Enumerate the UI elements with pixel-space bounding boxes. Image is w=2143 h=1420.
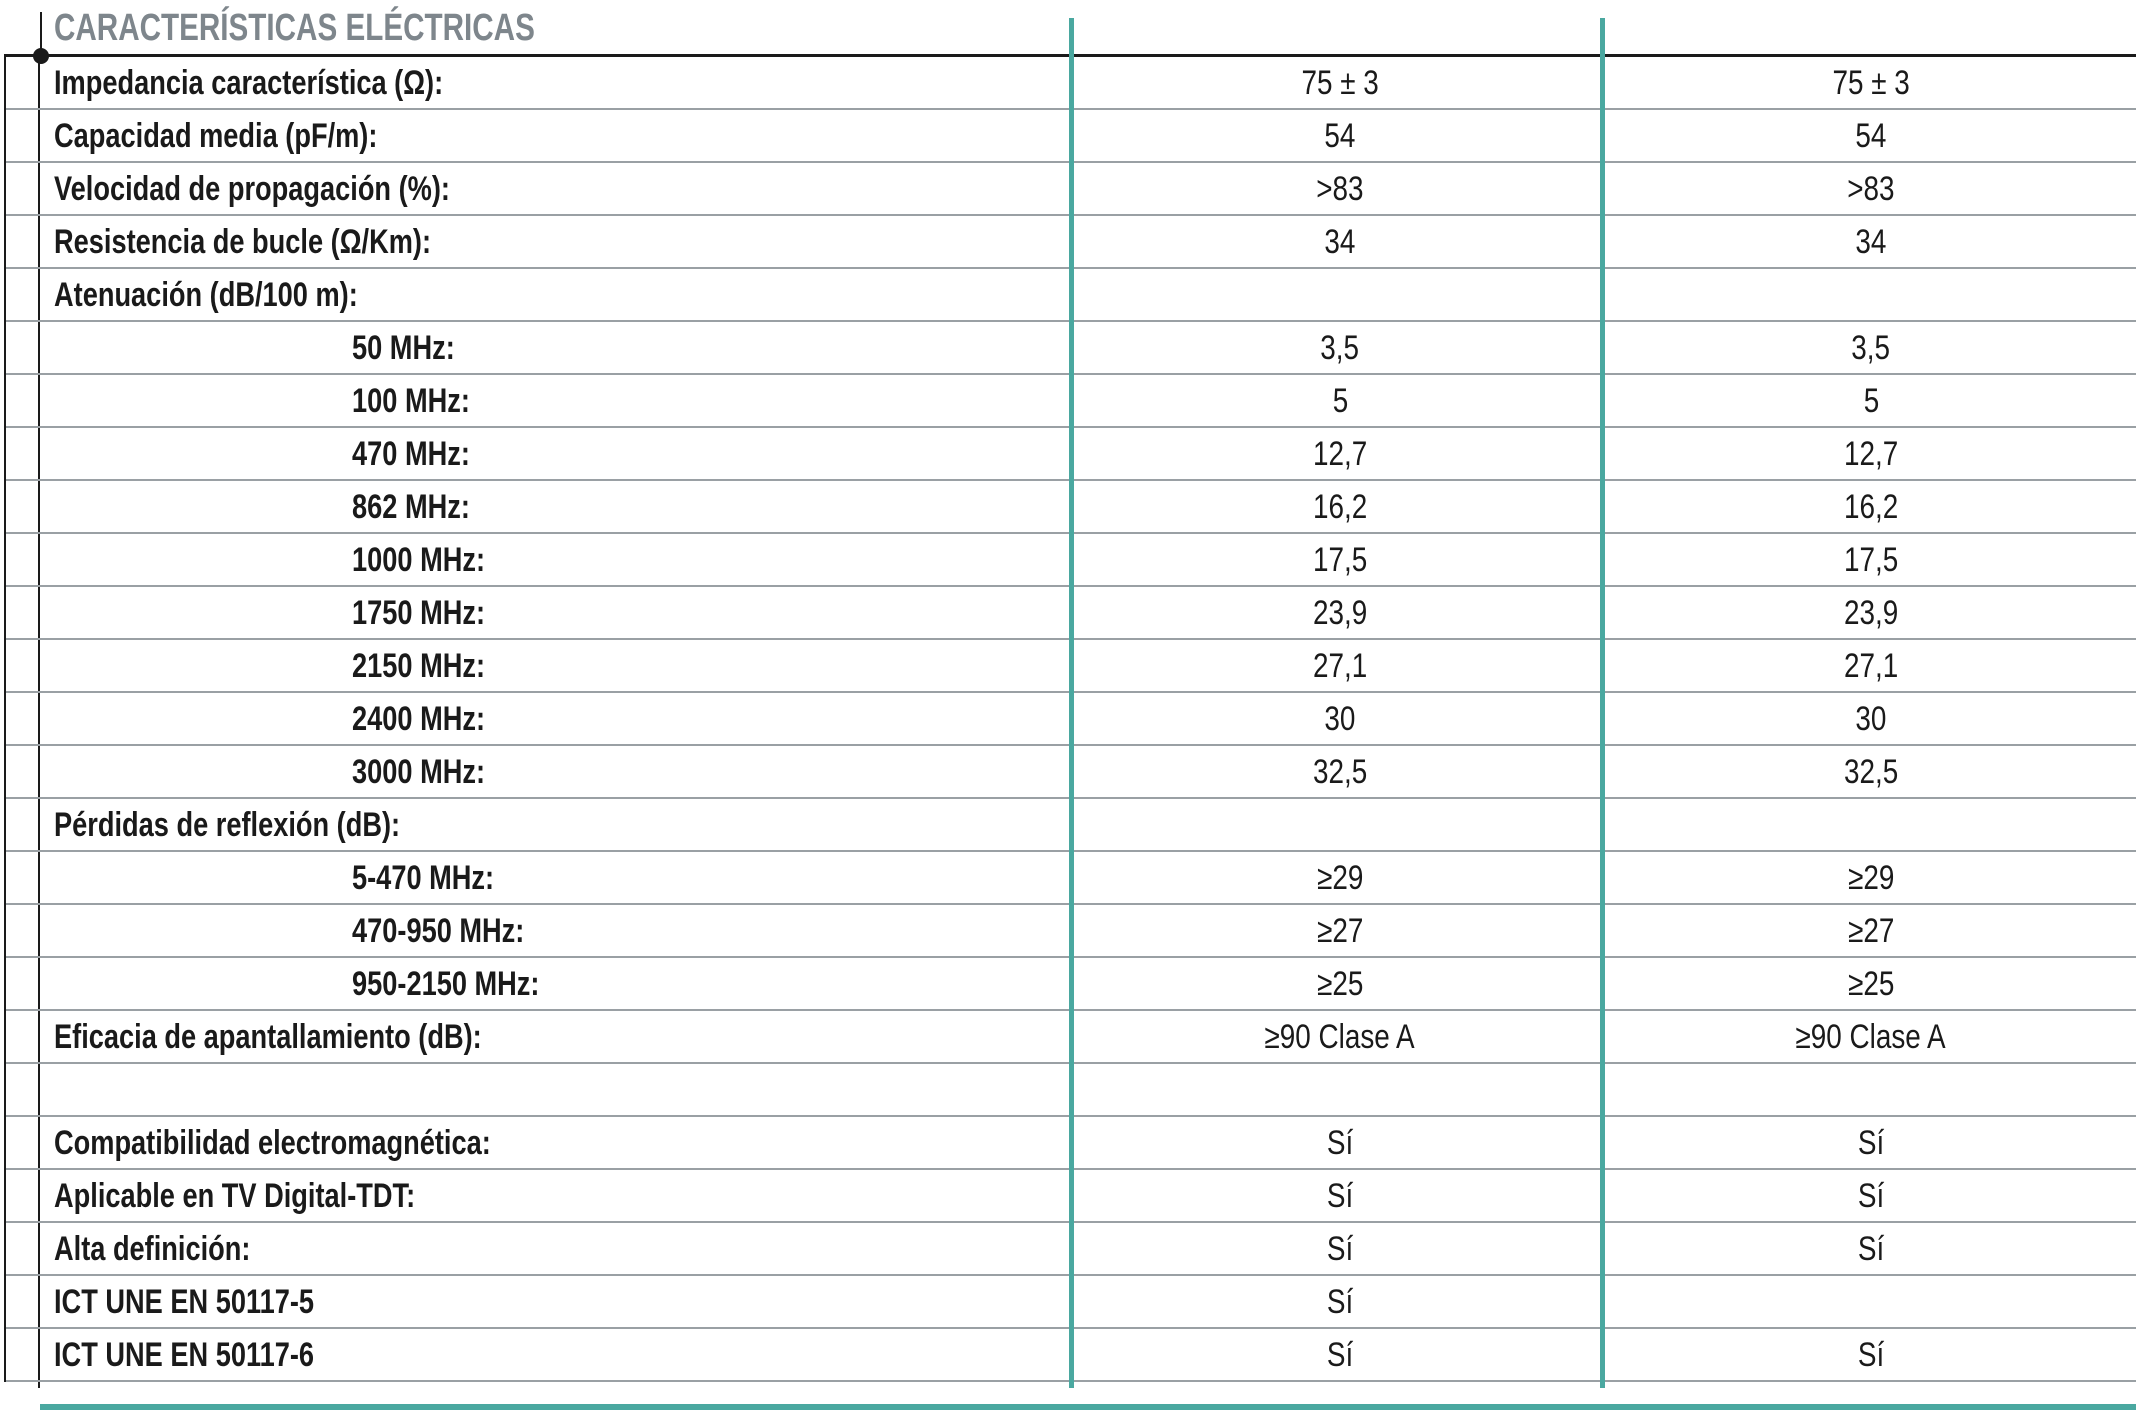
value-text: 23,9 <box>1843 594 1899 632</box>
value-cell-col2 <box>1606 163 2136 216</box>
row-edge-mark <box>4 1276 6 1329</box>
parameter-label: Atenuación (dB/100 m): <box>54 276 358 314</box>
row-edge-mark <box>4 534 6 587</box>
value-cell-col1 <box>1074 1170 1606 1223</box>
row-edge-mark <box>4 1170 6 1223</box>
parameter-label: Alta definición: <box>54 1230 251 1268</box>
parameter-label: Capacidad media (pF/m): <box>54 117 378 155</box>
value-text: Sí <box>1857 1177 1885 1215</box>
row-edge-mark <box>4 110 6 163</box>
value-text: ≥27 <box>1316 912 1364 950</box>
value-text: 12,7 <box>1312 435 1368 473</box>
row-edge-mark <box>4 1329 6 1382</box>
row-edge-mark <box>4 640 6 693</box>
value-cell-col2 <box>1606 1223 2136 1276</box>
parameter-label: Pérdidas de reflexión (dB): <box>54 806 401 844</box>
parameter-label: Velocidad de propagación (%): <box>54 170 450 208</box>
value-cell-col1 <box>1074 375 1606 428</box>
row-edge-mark <box>4 1223 6 1276</box>
value-cell-col2 <box>1606 1064 2136 1117</box>
row-edge-mark <box>4 693 6 746</box>
sub-parameter-label: 1000 MHz: <box>352 541 486 579</box>
value-text: Sí <box>1326 1177 1354 1215</box>
value-cell-col2 <box>1606 852 2136 905</box>
value-text: 32,5 <box>1843 753 1899 791</box>
value-text: >83 <box>1847 170 1895 208</box>
value-text: >83 <box>1316 170 1364 208</box>
value-text: 30 <box>1324 700 1356 738</box>
value-cell-col1 <box>1074 1064 1606 1117</box>
value-cell-col2 <box>1606 481 2136 534</box>
column-divider-2 <box>1600 18 1605 1388</box>
value-cell-col2 <box>1606 640 2136 693</box>
value-cell-col2 <box>1606 428 2136 481</box>
value-cell-col1 <box>1074 163 1606 216</box>
value-cell-col1 <box>1074 640 1606 693</box>
value-cell-col2 <box>1606 375 2136 428</box>
value-cell-col1 <box>1074 693 1606 746</box>
value-cell-col1 <box>1074 852 1606 905</box>
value-text: 17,5 <box>1312 541 1368 579</box>
value-text: ≥29 <box>1847 859 1895 897</box>
value-text: ≥90 Clase A <box>1264 1018 1416 1056</box>
value-text: 3,5 <box>1320 329 1360 367</box>
value-cell-col2 <box>1606 1117 2136 1170</box>
value-text: 5 <box>1863 382 1879 420</box>
row-edge-mark <box>4 481 6 534</box>
value-cell-col1 <box>1074 428 1606 481</box>
value-text: ≥25 <box>1847 965 1895 1003</box>
value-cell-col2 <box>1606 958 2136 1011</box>
row-edge-mark <box>4 163 6 216</box>
value-text: ≥25 <box>1316 965 1364 1003</box>
value-text: 23,9 <box>1312 594 1368 632</box>
value-cell-col2 <box>1606 1329 2136 1382</box>
sub-parameter-label: 862 MHz: <box>352 488 470 526</box>
value-text: 12,7 <box>1843 435 1899 473</box>
parameter-label: ICT UNE EN 50117-5 <box>54 1283 315 1321</box>
value-text: 32,5 <box>1312 753 1368 791</box>
value-cell-col2 <box>1606 1170 2136 1223</box>
column-divider-1 <box>1069 18 1074 1388</box>
sub-parameter-label: 2400 MHz: <box>352 700 486 738</box>
value-text: 27,1 <box>1843 647 1899 685</box>
value-cell-col2 <box>1606 693 2136 746</box>
sub-parameter-label: 100 MHz: <box>352 382 470 420</box>
value-text: 30 <box>1855 700 1887 738</box>
sub-parameter-label: 3000 MHz: <box>352 753 486 791</box>
value-text: Sí <box>1326 1230 1354 1268</box>
sub-parameter-label: 1750 MHz: <box>352 594 486 632</box>
row-edge-mark <box>4 852 6 905</box>
value-cell-col1 <box>1074 1117 1606 1170</box>
value-cell-col1 <box>1074 57 1606 110</box>
section-title: CARACTERÍSTICAS ELÉCTRICAS <box>54 7 535 49</box>
value-text: Sí <box>1857 1336 1885 1374</box>
value-text: Sí <box>1857 1230 1885 1268</box>
value-cell-col1 <box>1074 587 1606 640</box>
value-text: 75 ± 3 <box>1301 64 1379 102</box>
row-edge-mark <box>4 799 6 852</box>
parameter-label: Impedancia característica (Ω): <box>54 64 444 102</box>
row-edge-mark <box>4 1117 6 1170</box>
row-edge-mark <box>4 57 6 110</box>
value-text: Sí <box>1326 1336 1354 1374</box>
value-cell-col1 <box>1074 1329 1606 1382</box>
row-edge-mark <box>4 587 6 640</box>
value-cell-col1 <box>1074 905 1606 958</box>
value-cell-col2 <box>1606 322 2136 375</box>
value-text: 17,5 <box>1843 541 1899 579</box>
value-text: ≥90 Clase A <box>1795 1018 1947 1056</box>
value-cell-col2 <box>1606 905 2136 958</box>
sub-parameter-label: 470-950 MHz: <box>352 912 525 950</box>
value-cell-col2 <box>1606 1011 2136 1064</box>
value-text: Sí <box>1326 1283 1354 1321</box>
row-edge-mark <box>4 216 6 269</box>
parameter-label: Aplicable en TV Digital-TDT: <box>54 1177 416 1215</box>
value-cell-col1 <box>1074 799 1606 852</box>
value-cell-col1 <box>1074 481 1606 534</box>
row-edge-mark <box>4 958 6 1011</box>
parameter-label: Eficacia de apantallamiento (dB): <box>54 1018 482 1056</box>
value-cell-col2 <box>1606 110 2136 163</box>
row-edge-mark <box>4 322 6 375</box>
value-text: 16,2 <box>1843 488 1899 526</box>
value-cell-col2 <box>1606 799 2136 852</box>
value-text: 54 <box>1324 117 1356 155</box>
row-edge-mark <box>4 428 6 481</box>
row-edge-mark <box>4 1064 6 1117</box>
value-text: Sí <box>1857 1124 1885 1162</box>
value-cell-col2 <box>1606 269 2136 322</box>
value-cell-col1 <box>1074 958 1606 1011</box>
value-cell-col1 <box>1074 534 1606 587</box>
value-text: ≥27 <box>1847 912 1895 950</box>
value-cell-col2 <box>1606 746 2136 799</box>
value-cell-col1 <box>1074 1276 1606 1329</box>
value-text: 34 <box>1324 223 1356 261</box>
row-edge-mark <box>4 746 6 799</box>
sub-parameter-label: 5-470 MHz: <box>352 859 495 897</box>
value-cell-col2 <box>1606 57 2136 110</box>
parameter-label: Resistencia de bucle (Ω/Km): <box>54 223 432 261</box>
value-cell-col2 <box>1606 216 2136 269</box>
value-text: 75 ± 3 <box>1832 64 1910 102</box>
sub-parameter-label: 2150 MHz: <box>352 647 486 685</box>
value-text: 16,2 <box>1312 488 1368 526</box>
value-text: 27,1 <box>1312 647 1368 685</box>
sub-parameter-label: 470 MHz: <box>352 435 470 473</box>
value-cell-col1 <box>1074 746 1606 799</box>
value-cell-col1 <box>1074 1011 1606 1064</box>
value-text: 5 <box>1332 382 1348 420</box>
sub-parameter-label: 50 MHz: <box>352 329 455 367</box>
row-edge-mark <box>4 269 6 322</box>
sub-parameter-label: 950-2150 MHz: <box>352 965 540 1003</box>
footer-rule <box>40 1404 2136 1410</box>
value-cell-col1 <box>1074 1223 1606 1276</box>
value-cell-col1 <box>1074 269 1606 322</box>
value-text: Sí <box>1326 1124 1354 1162</box>
value-cell-col2 <box>1606 1276 2136 1329</box>
value-text: 54 <box>1855 117 1887 155</box>
parameter-label: ICT UNE EN 50117-6 <box>54 1336 315 1374</box>
value-cell-col1 <box>1074 322 1606 375</box>
value-cell-col1 <box>1074 216 1606 269</box>
value-cell-col2 <box>1606 534 2136 587</box>
value-text: ≥29 <box>1316 859 1364 897</box>
value-cell-col2 <box>1606 587 2136 640</box>
value-text: 3,5 <box>1851 329 1891 367</box>
value-text: 34 <box>1855 223 1887 261</box>
parameter-label: Compatibilidad electromagnética: <box>54 1124 491 1162</box>
row-edge-mark <box>4 375 6 428</box>
row-edge-mark <box>4 1011 6 1064</box>
row-edge-mark <box>4 905 6 958</box>
value-cell-col1 <box>1074 110 1606 163</box>
